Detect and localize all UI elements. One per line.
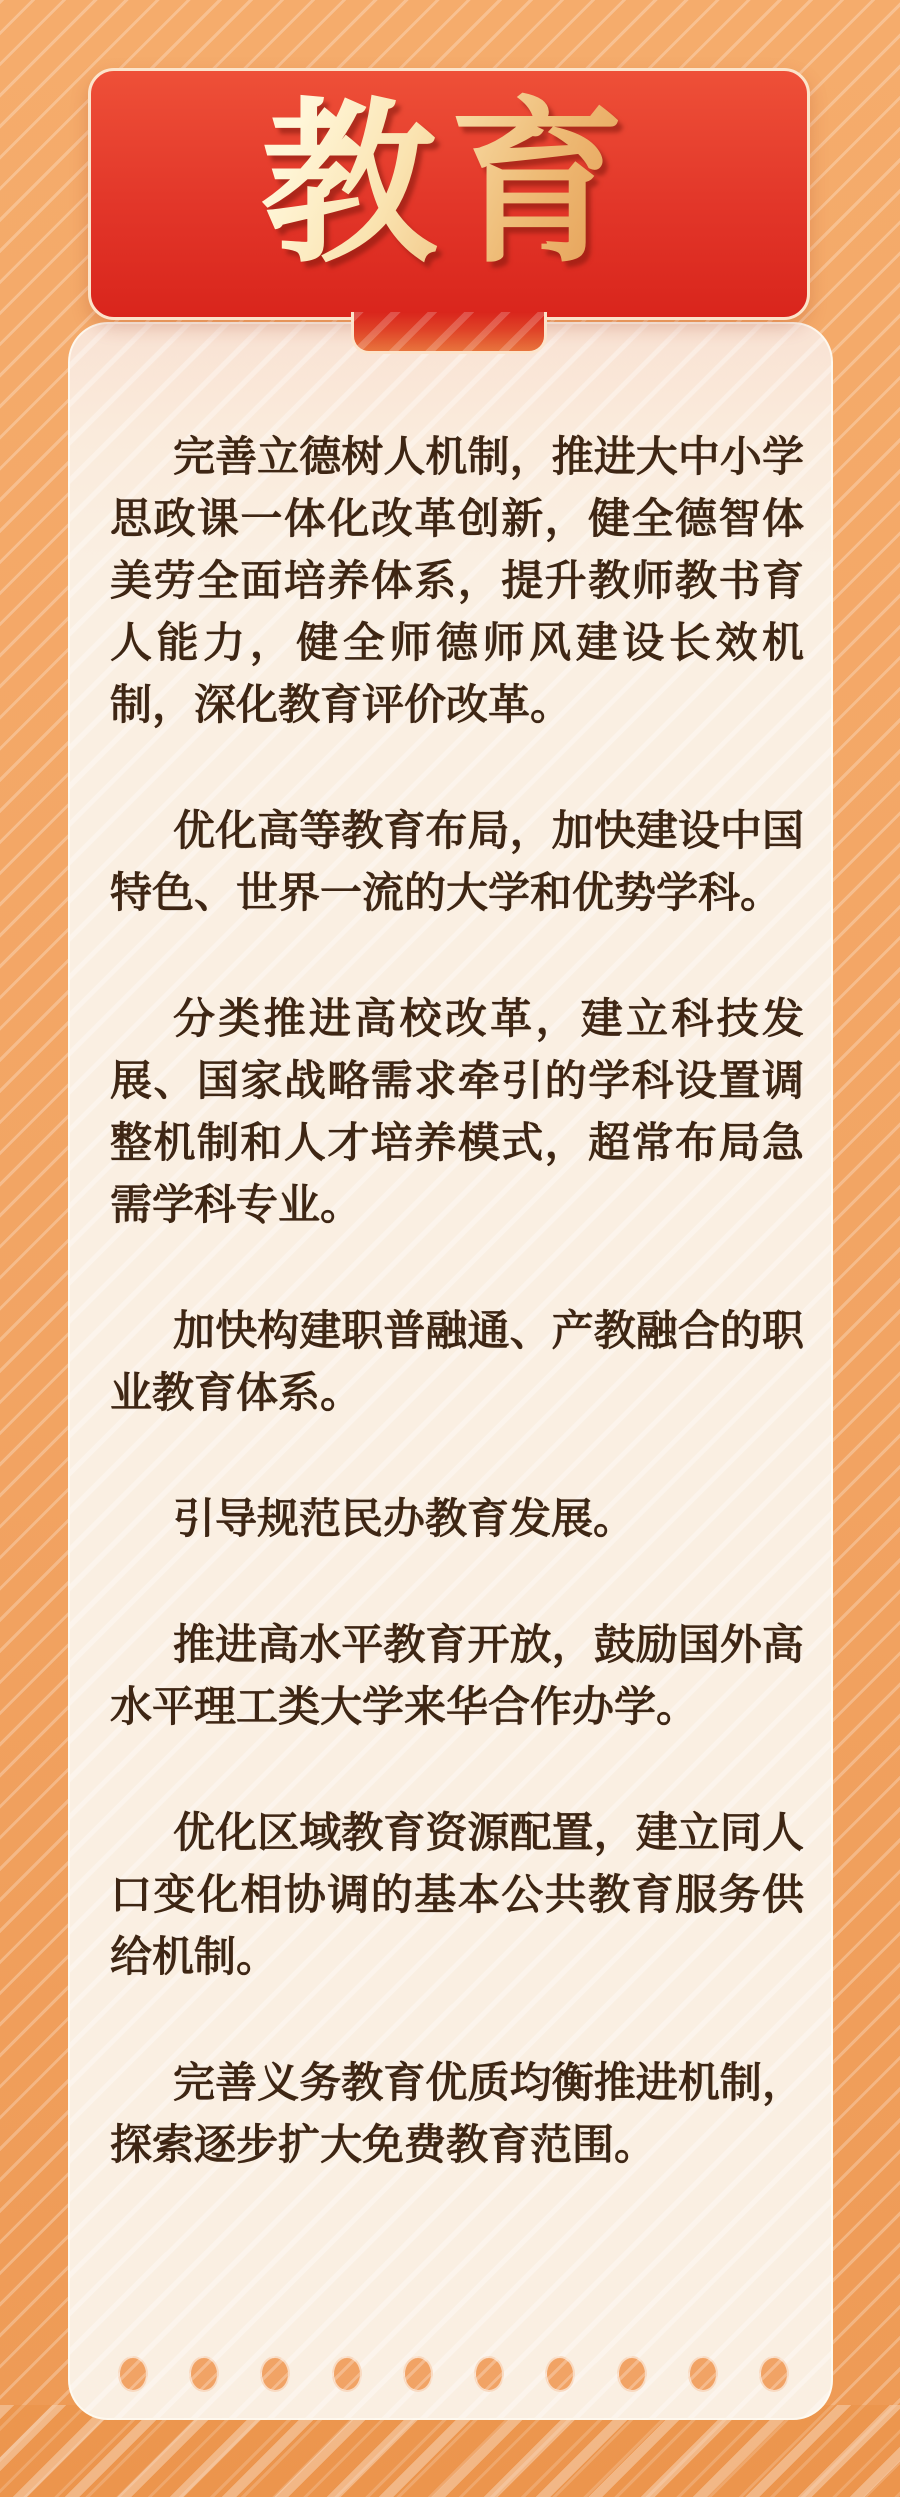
policy-paragraph: 加快构建职普融通、产教融合的职业教育体系。 [110,1307,804,1416]
perforation-dot [688,2356,718,2392]
policy-paragraph: 引导规范民办教育发展。 [173,1495,636,1542]
policy-paragraph: 推进高水平教育开放，鼓励国外高水平理工类大学来华合作办学。 [110,1621,804,1730]
poster-title: 教育 [260,80,637,287]
perforation-dot [118,2356,148,2392]
perforation-dot [759,2356,789,2392]
perforation-dot [545,2356,575,2392]
policy-paragraph: 优化高等教育布局，加快建设中国特色、世界一流的大学和优势学科。 [110,807,804,916]
perforation-dot [403,2356,433,2392]
perforation-dot [617,2356,647,2392]
perforation-dots-row [118,2356,789,2392]
policy-text-block [110,426,804,2240]
policy-paragraph: 优化区域教育资源配置，建立同人口变化相协调的基本公共教育服务供给机制。 [110,1809,804,1980]
policy-paragraph: 分类推进高校改革，建立科技发展、国家战略需求牵引的学科设置调整机制和人才培养模式，超常布局急需学科专业。 [110,995,804,1228]
policy-paragraph: 完善义务教育优质均衡推进机制，探索逐步扩大免费教育范围。 [110,2059,804,2168]
policy-paragraph: 完善立德树人机制，推进大中小学思政课一体化改革创新，健全德智体美劳全面培养体系，提升教师教书育人能力，健全师德师风建设长效机制，深化教育评价改革。 [110,433,804,728]
perforation-dot [332,2356,362,2392]
banner-notch-tab [351,312,547,354]
perforation-dot [189,2356,219,2392]
perforation-dot [474,2356,504,2392]
content-card [68,322,833,2420]
perforation-dot [260,2356,290,2392]
header-banner [88,68,810,320]
